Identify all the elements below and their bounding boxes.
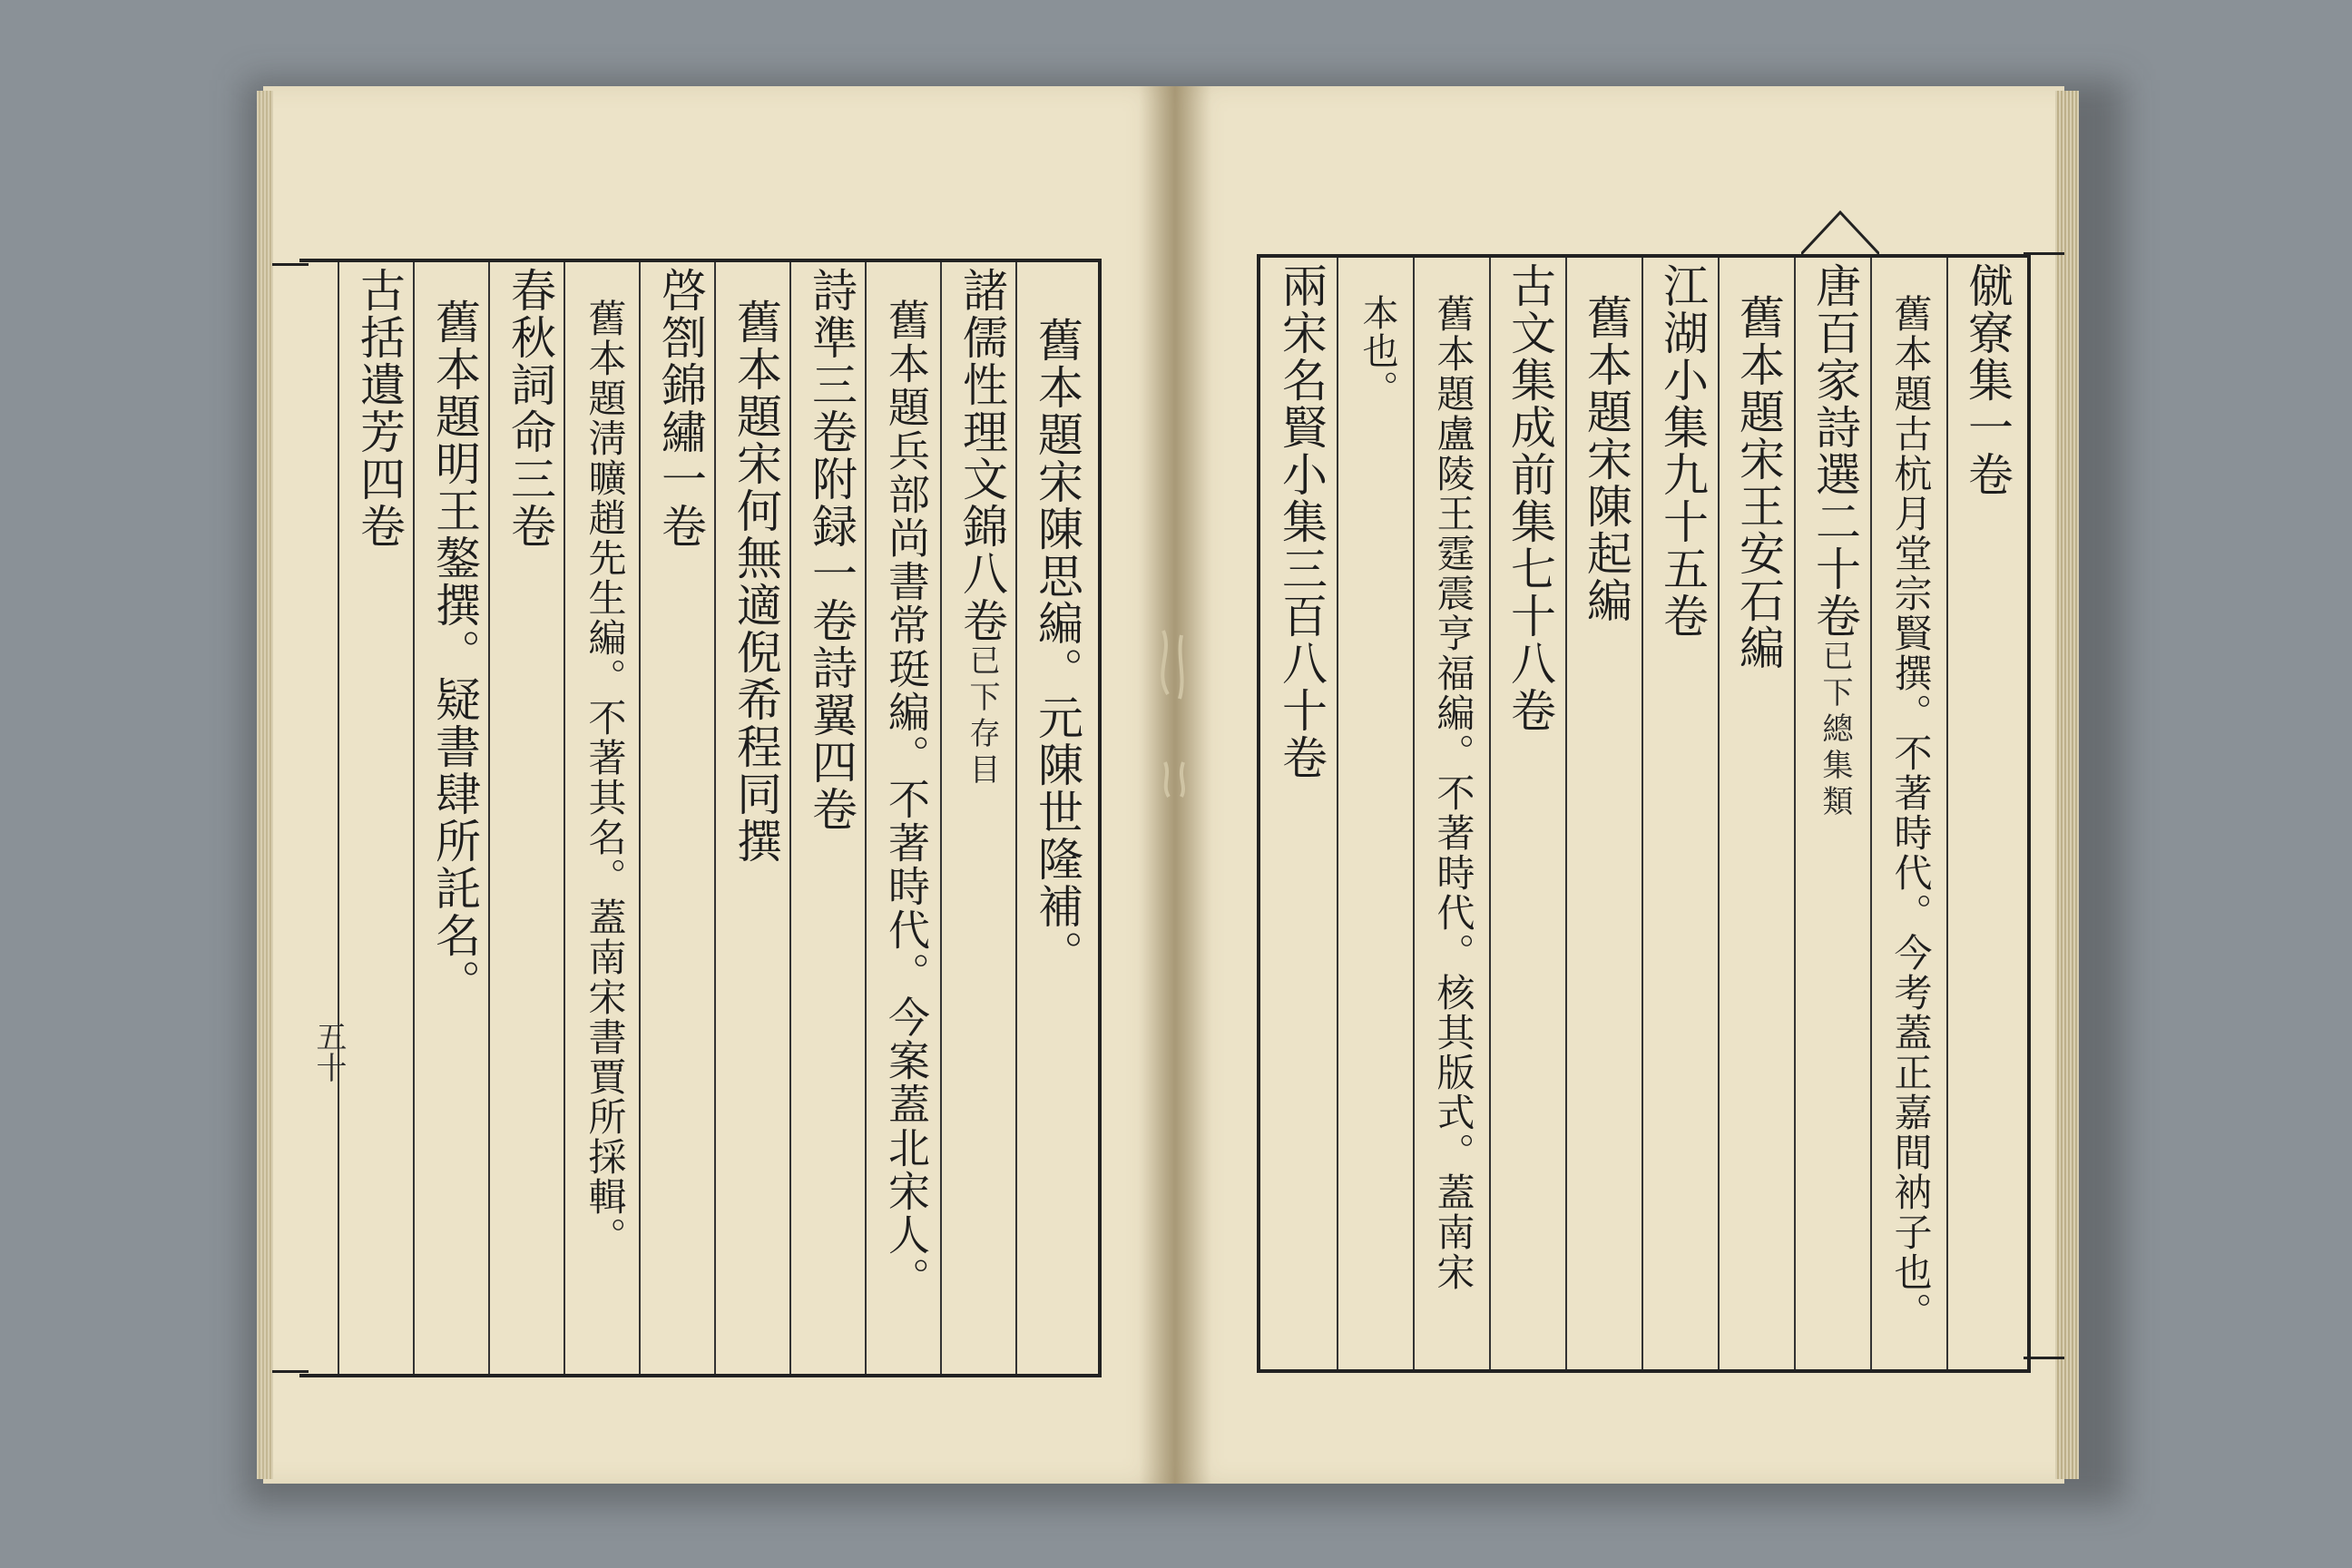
text-column bbox=[1798, 262, 1872, 1374]
column-main-text: 舊本題盧陵王霆震亨福編。不著時代。核其版式。蓋南宋 bbox=[1431, 294, 1476, 1292]
text-column bbox=[418, 299, 491, 1410]
binding-thread bbox=[1145, 626, 1200, 799]
column-main-text: 古括遺芳四卷 bbox=[353, 267, 406, 550]
text-column bbox=[494, 267, 566, 1378]
text-column bbox=[1721, 294, 1796, 1406]
text-column bbox=[1569, 294, 1643, 1406]
text-column bbox=[343, 267, 416, 1378]
column-annotation: 已下總集類 bbox=[1817, 640, 1853, 821]
text-column bbox=[1340, 294, 1415, 1406]
text-column bbox=[946, 267, 1018, 1378]
text-column bbox=[1874, 294, 1948, 1406]
column-main-text: 舊本題淸曠趙先生編。不著其名。蓋南宋書賈所採輯。 bbox=[583, 299, 628, 1257]
column-main-text: 舊本題宋陳思編。元陳世隆補。 bbox=[1031, 317, 1083, 977]
left-page-edges bbox=[257, 91, 273, 1479]
text-column bbox=[1264, 262, 1338, 1374]
column-rule bbox=[338, 262, 339, 1374]
column-main-text: 兩宋名賢小集三百八十卷 bbox=[1275, 262, 1328, 781]
text-column bbox=[1493, 262, 1567, 1374]
column-main-text: 江湖小集九十五卷 bbox=[1656, 262, 1709, 640]
right-page-edges bbox=[2055, 91, 2079, 1479]
column-main-text: 僦寮集一卷 bbox=[1961, 262, 2014, 498]
fold-marker-icon bbox=[1801, 211, 1879, 256]
column-main-text: 詩準三卷附録一卷詩翼四卷 bbox=[805, 267, 858, 833]
text-column bbox=[1416, 294, 1491, 1406]
left-text-frame bbox=[299, 259, 1102, 1377]
column-main-text: 啓劄錦繡一卷 bbox=[654, 267, 707, 550]
column-main-text: 舊本題宋何無適倪希程同撰 bbox=[730, 299, 782, 865]
column-main-text: 舊本題兵部尚書常珽編。不著時代。今案蓋北宋人。 bbox=[882, 299, 931, 1300]
column-main-text: 諸儒性理文錦八卷 bbox=[956, 267, 1008, 644]
text-column bbox=[1645, 262, 1720, 1374]
column-main-text: 舊本題宋王安石編 bbox=[1732, 294, 1785, 671]
text-column bbox=[644, 267, 717, 1378]
text-column bbox=[1950, 262, 2024, 1374]
column-main-text: 舊本題古杭月堂宗賢撰。不著時代。今考蓋正嘉間衲子也。 bbox=[1888, 294, 1934, 1332]
column-main-text: 春秋詞命三卷 bbox=[504, 267, 556, 550]
column-main-text: 舊本題宋陳起編 bbox=[1580, 294, 1632, 624]
text-column bbox=[870, 299, 943, 1410]
column-main-text: 古文集成前集七十八卷 bbox=[1504, 262, 1556, 734]
text-column bbox=[1021, 299, 1093, 1410]
column-main-text: 本也。 bbox=[1357, 294, 1398, 408]
column-main-text: 唐百家詩選二十卷 bbox=[1808, 262, 1861, 640]
right-text-frame bbox=[1257, 254, 2031, 1373]
text-column bbox=[720, 299, 792, 1410]
folio-number: 五十 bbox=[310, 1021, 347, 1083]
text-column bbox=[795, 267, 867, 1378]
text-column bbox=[569, 299, 642, 1410]
column-main-text: 舊本題明王鏊撰。疑書肆所託名。 bbox=[428, 299, 481, 1006]
column-annotation: 已下存目 bbox=[964, 644, 1000, 789]
